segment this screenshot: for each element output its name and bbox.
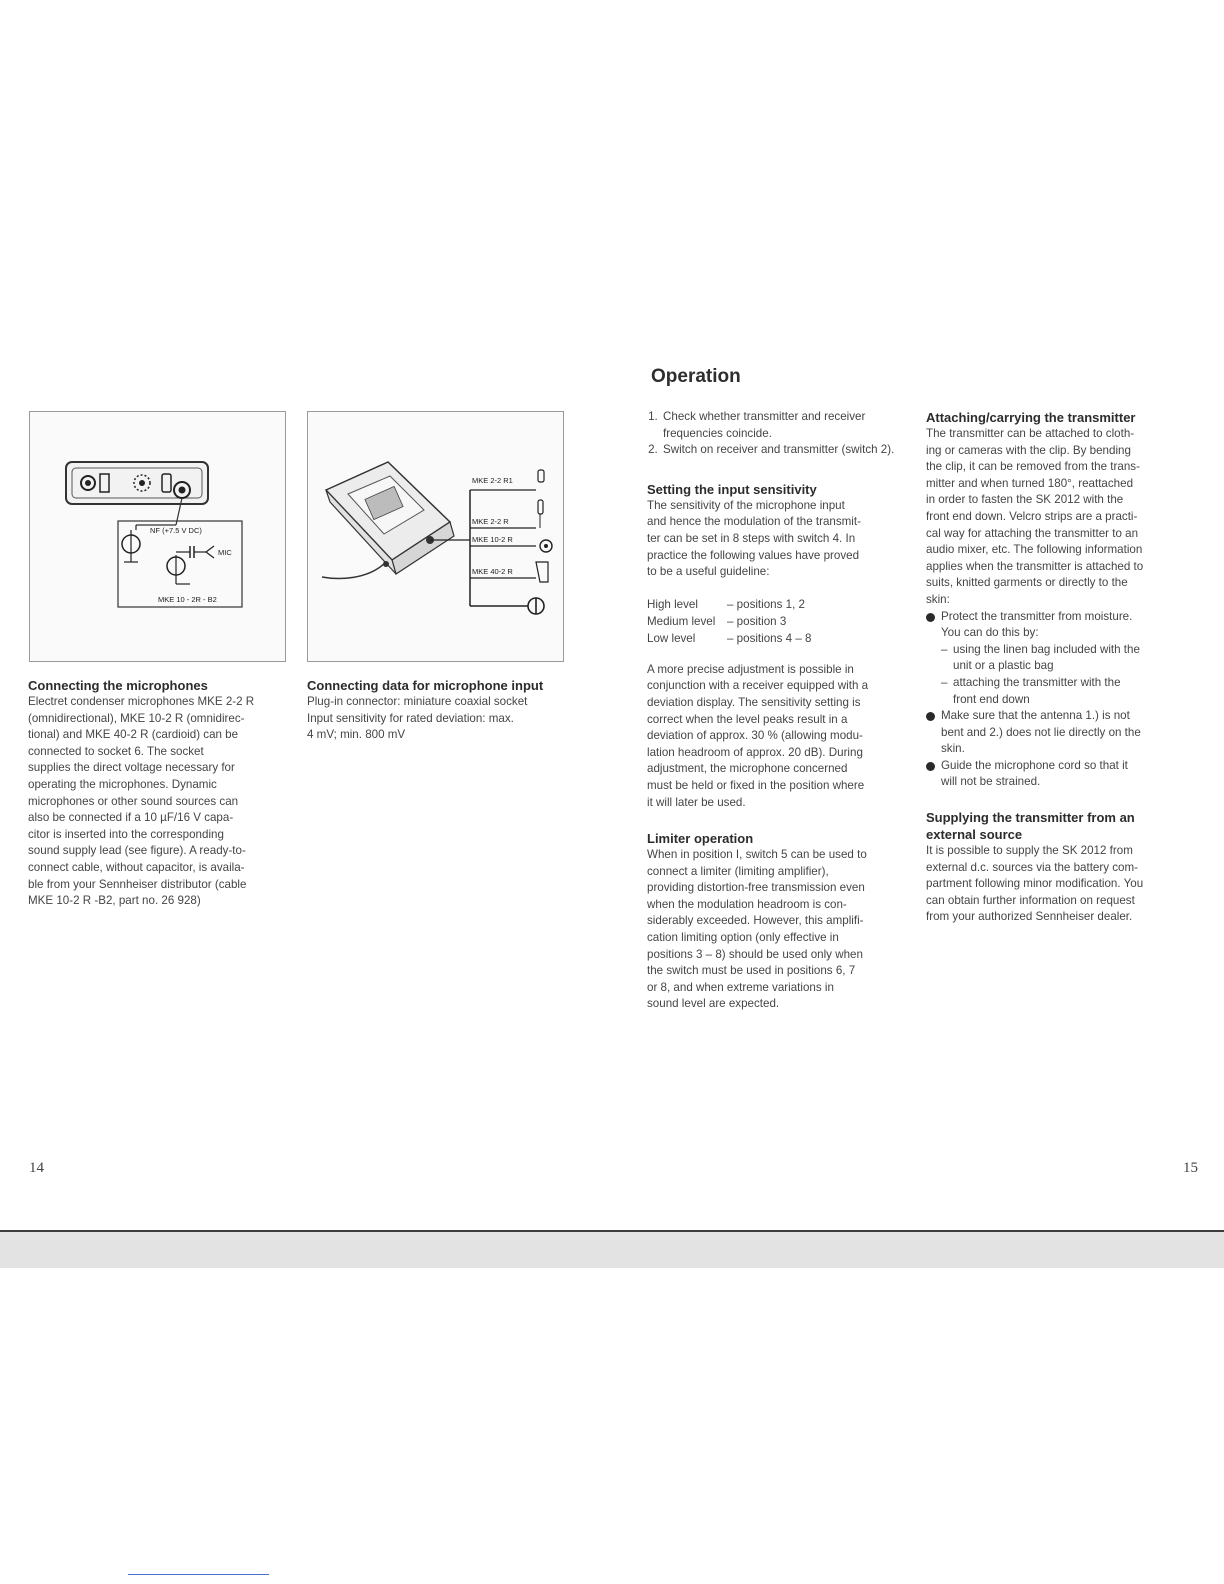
- input-sensitivity-body: [647, 498, 909, 581]
- list-item: [926, 708, 1194, 758]
- bullet-icon: [926, 712, 935, 721]
- text-line: front end down. Velcro strips are a practi-: [926, 509, 1138, 523]
- text-line: in order to fasten the SK 2012 with the: [926, 493, 1124, 507]
- text-line: deviation display. The sensitivity setting is: [647, 695, 861, 709]
- text-line: unit or a plastic bag: [953, 659, 1054, 673]
- text-line: positions 3 – 8) should be used only when: [647, 947, 863, 961]
- list-item: 2. Switch on receiver and transmitter (switch 2).: [661, 442, 909, 459]
- text-line: Protect the transmitter from moisture.: [941, 609, 1133, 623]
- text-line: ble from your Sennheiser distributor (cable: [28, 877, 247, 891]
- connecting-microphones-body: [28, 694, 286, 910]
- text-line: ing or cameras with the clip. By bending: [926, 443, 1131, 457]
- column-right: [926, 409, 1194, 926]
- text-line: cation limiting option (only effective in: [647, 931, 839, 945]
- dash-icon: –: [941, 675, 948, 689]
- heading-external-source: [926, 809, 1194, 843]
- text-line: A more precise adjustment is possible in: [647, 662, 854, 676]
- section-connecting-microphones: [28, 677, 286, 910]
- text-line: suits, knitted garments or directly to the: [926, 576, 1128, 590]
- text-line: It is possible to supply the SK 2012 from: [926, 844, 1133, 858]
- level-table: [647, 596, 811, 647]
- text-line: and hence the modulation of the transmit-: [647, 515, 861, 529]
- text-line: citor is inserted into the corresponding: [28, 827, 224, 841]
- label-mke-10-2-r: MKE 10-2 R: [472, 535, 513, 544]
- microphone-connections-diagram: [308, 412, 563, 661]
- table-row: [647, 630, 811, 647]
- list-item: [926, 609, 1194, 709]
- text-line: connect cable, without capacitor, is availa-: [28, 860, 245, 874]
- text-line: lation headroom of approx. 20 dB). During: [647, 745, 863, 759]
- level-value: – position 3: [727, 614, 787, 628]
- sub-list-item: [941, 675, 1194, 708]
- steps-list: [647, 409, 909, 459]
- text-line: skin.: [941, 742, 965, 756]
- text-line: cal way for attaching the transmitter to an: [926, 526, 1139, 540]
- heading-attaching: Attaching/carrying the transmitter: [926, 410, 1136, 425]
- table-row: [647, 613, 811, 630]
- text-line: You can do this by:: [941, 626, 1039, 640]
- blue-underline: [128, 1574, 269, 1575]
- text-line: correct when the level peaks result in a: [647, 712, 848, 726]
- text-line: external d.c. sources via the battery com-: [926, 860, 1138, 874]
- figure-socket-wiring: [29, 411, 286, 662]
- text-line: conjunction with a receiver equipped with a: [647, 679, 869, 693]
- dash-icon: –: [941, 642, 948, 656]
- text-line: can obtain further information on request: [926, 893, 1135, 907]
- text-line: Plug-in connector: miniature coaxial socket: [307, 695, 528, 708]
- heading-connecting-microphones: Connecting the microphones: [28, 678, 208, 693]
- text-line: using the linen bag included with the: [953, 642, 1140, 656]
- text-line: sound level are expected.: [647, 997, 780, 1011]
- label-mke-40-2-r: MKE 40-2 R: [472, 567, 513, 576]
- label-model: MKE 10 - 2R - B2: [158, 595, 217, 604]
- text-line: supplies the direct voltage necessary for: [28, 761, 235, 775]
- connecting-data-body: [307, 694, 569, 744]
- text-line: partment following minor modification. You: [926, 877, 1144, 891]
- text-line: MKE 10-2 R -B2, part no. 26 928): [28, 894, 201, 908]
- bullet-icon: [926, 613, 935, 622]
- list-item: [926, 758, 1194, 791]
- input-sensitivity-body-2: [647, 662, 909, 811]
- heading-input-sensitivity: Setting the input sensitivity: [647, 481, 817, 497]
- level-value: – positions 1, 2: [727, 597, 805, 611]
- text-line: providing distortion-free transmission even: [647, 881, 865, 895]
- text-line: applies when the transmitter is attached to: [926, 559, 1144, 573]
- text-line: it will later be used.: [647, 795, 746, 809]
- text-line: attaching the transmitter with the: [953, 675, 1121, 689]
- text-line: The sensitivity of the microphone input: [647, 498, 845, 512]
- text-line: Electret condenser microphones MKE 2-2 R: [28, 695, 255, 708]
- column-middle: [647, 409, 909, 1013]
- level-value: – positions 4 – 8: [727, 631, 812, 645]
- attaching-bullets: [926, 609, 1194, 792]
- label-mke-2-2-r1: MKE 2-2 R1: [472, 476, 513, 485]
- heading-line: Supplying the transmitter from an: [926, 810, 1135, 826]
- section-connecting-data: [307, 677, 569, 744]
- limiter-body: [647, 847, 909, 1013]
- text-line: adjustment, the microphone concerned: [647, 762, 848, 776]
- text-line: must be held or fixed in the position where: [647, 778, 865, 792]
- text-line: when the modulation headroom is con-: [647, 897, 847, 911]
- text-line: skin:: [926, 592, 950, 606]
- heading-line: external source: [926, 827, 1023, 843]
- level-name: Low level: [647, 631, 696, 645]
- text-line: (omnidirectional), MKE 10-2 R (omnidirec-: [28, 711, 245, 725]
- text-line: deviation of approx. 30 % (allowing modu-: [647, 729, 863, 743]
- text-line: siderably exceeded. However, this amplifi-: [647, 914, 864, 928]
- text-line: Guide the microphone cord so that it: [941, 758, 1128, 772]
- text-line: operating the microphones. Dynamic: [28, 777, 217, 791]
- text-line: sound supply lead (see figure). A ready-to-: [28, 844, 246, 858]
- text-line: connected to socket 6. The socket: [28, 744, 204, 758]
- figure-microphone-connections: [307, 411, 564, 662]
- text-line: the switch must be used in positions 6, 7: [647, 964, 856, 978]
- text-line: audio mixer, etc. The following information: [926, 543, 1143, 557]
- text-line: connect a limiter (limiting amplifier),: [647, 864, 829, 878]
- bullet-icon: [926, 762, 935, 771]
- level-name: Medium level: [647, 614, 716, 628]
- label-mic: MIC: [218, 548, 232, 557]
- heading-limiter: Limiter operation: [647, 831, 754, 847]
- text-line: to be a useful guideline:: [647, 565, 770, 579]
- external-source-body: [926, 843, 1194, 926]
- heading-connecting-data: Connecting data for microphone input: [307, 678, 544, 693]
- text-line: will not be strained.: [941, 775, 1041, 789]
- text-line: Make sure that the antenna 1.) is not: [941, 709, 1130, 723]
- text-line: the clip, it can be removed from the trans-: [926, 460, 1140, 474]
- level-name: High level: [647, 597, 698, 611]
- text-line: mitter and when turned 180°, reattached: [926, 476, 1134, 490]
- socket-wiring-diagram: [30, 412, 285, 661]
- text-line: tional) and MKE 40-2 R (cardioid) can be: [28, 728, 239, 742]
- text-line: ter can be set in 8 steps with switch 4. In: [647, 531, 856, 545]
- text-line: 4 mV; min. 800 mV: [307, 728, 406, 742]
- sub-list: [941, 642, 1194, 708]
- text-line: When in position I, switch 5 can be used to: [647, 848, 867, 862]
- page-title: Operation: [651, 366, 741, 387]
- page-number-right: 15: [1183, 1160, 1198, 1176]
- table-row: [647, 596, 811, 613]
- label-mke-2-2-r: MKE 2-2 R: [472, 517, 509, 526]
- text-line: front end down: [953, 692, 1030, 706]
- attaching-body: [926, 426, 1194, 609]
- text-line: also be connected if a 10 µF/16 V capa-: [28, 811, 234, 825]
- label-nf: NF (+7.5 V DC): [150, 526, 202, 535]
- scan-shadow-band: [0, 1232, 1224, 1268]
- text-line: Input sensitivity for rated deviation: max.: [307, 711, 514, 725]
- sub-list-item: [941, 642, 1194, 675]
- page-number-left: 14: [29, 1160, 44, 1176]
- text-line: or 8, and when extreme variations in: [647, 980, 834, 994]
- text-line: bent and 2.) does not lie directly on the: [941, 725, 1141, 739]
- text-line: The transmitter can be attached to cloth-: [926, 427, 1135, 440]
- text-line: microphones or other sound sources can: [28, 794, 239, 808]
- text-line: from your authorized Sennheiser dealer.: [926, 910, 1133, 924]
- text-line: practice the following values have proved: [647, 548, 860, 562]
- list-item: 1. Check whether transmitter and receiver frequencies coincide.: [661, 409, 909, 442]
